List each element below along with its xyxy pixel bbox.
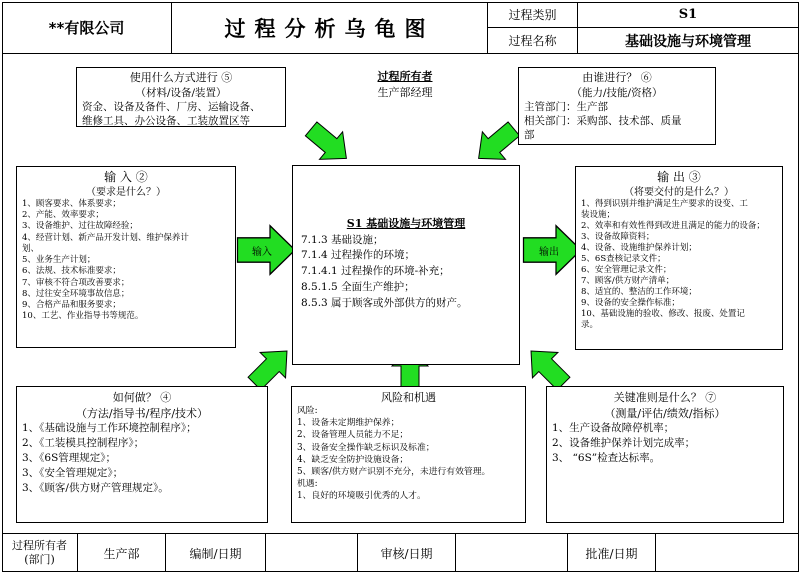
output-title: 输 出 ③ (657, 170, 701, 184)
output-item: 4、设备、设施维护保养计划； (581, 242, 697, 253)
input-item: 10、工艺、作业指导书等规范。 (22, 311, 144, 322)
input-item: 8、过往安全环境事故信息； (22, 288, 130, 299)
who-line: 主管部门：生产部 (524, 101, 608, 114)
input-item: 9、合格产品和服务要求； (22, 299, 121, 310)
arrow-output-label: 输出 (539, 247, 559, 258)
method-line: 维修工具、办公设备、工装放置区等 (82, 115, 250, 128)
risk-item: 2、设备管理人员能力不足； (297, 430, 409, 441)
owner-title: 过程所有者 (377, 70, 433, 83)
owner-value: 生产部经理 (377, 86, 433, 99)
who-title: 由谁进行？ ⑥ (582, 71, 652, 84)
footer-owner-value: 生产部 (78, 534, 166, 572)
company-name: **有限公司 (2, 2, 172, 54)
method-box (76, 67, 286, 127)
center-item: 8.5.1.5 全面生产维护； (301, 280, 415, 293)
output-item: 录。 (581, 320, 599, 331)
footer-owner-label-sub: (部门) (24, 553, 55, 566)
center-title: S1 基础设施与环境管理 (346, 217, 466, 230)
output-item: 2、效率和有效性得到改进且满足的能力的设备； (581, 220, 765, 231)
output-item: 7、顾客/供方财产清单； (581, 275, 675, 286)
input-item: 4、经营计划、新产品开发计划、维护保养计 (22, 232, 189, 243)
risk-box (291, 386, 526, 523)
output-item: 装设施； (581, 209, 616, 220)
center-item: 7.1.3 基础设施； (301, 233, 384, 246)
output-item: 8、适宜的、整洁的工作环境； (581, 286, 697, 297)
input-item: 1、顾客要求、体系要求； (22, 199, 121, 210)
who-line: 部 (524, 129, 535, 142)
center-item: 7.1.4 过程操作的环境； (301, 249, 416, 262)
input-title: 输 入 ② (104, 170, 148, 184)
how-item: 2、《工装模具控制程序》； (22, 437, 145, 450)
output-item: 1、得到识别并维护满足生产要求的设变、工 (581, 198, 748, 209)
output-item: 5、6S查核记录文件； (581, 253, 666, 264)
process-name-value: 基础设施与环境管理 (578, 28, 799, 54)
page-title: 过程分析乌龟图 (172, 2, 488, 54)
owner-box (355, 68, 455, 100)
how-item: 3、《顾客/供方财产管理规定》。 (22, 481, 169, 494)
center-item: 7.1.4.1 过程操作的环境-补充； (301, 265, 450, 277)
how-subtitle: （方法/指导书/程序/技术） (75, 406, 209, 420)
output-item: 6、安全管理记录文件； (581, 264, 672, 275)
input-item: 划、 (22, 243, 40, 254)
footer-approved-value[interactable] (656, 534, 799, 572)
opportunity-label: 机遇: (297, 478, 318, 489)
input-subtitle: （要求是什么？） (86, 186, 166, 198)
criteria-box (546, 386, 784, 523)
input-item: 7、审核不符合项改善要求； (22, 277, 130, 288)
who-line: 相关部门：采购部、技术部、质量 (524, 115, 682, 128)
category-value: S1 (578, 2, 799, 28)
how-title: 如何做？ ④ (112, 391, 172, 404)
how-item: 3、《安全管理规定》； (22, 466, 124, 479)
how-item: 3、《6S管理规定》； (22, 452, 117, 465)
input-item: 6、法规、技术标准要求； (22, 266, 121, 277)
criteria-item: 3、 “6S”检查达标率。 (552, 452, 661, 465)
footer-owner-label (2, 534, 78, 572)
footer-prepared-value[interactable] (266, 534, 358, 572)
risk-item: 5、顾客/供方财产识别不充分，未进行有效管理。 (297, 466, 491, 477)
input-item: 3、设备维护、过往故障经验； (22, 221, 138, 232)
output-item: 3、设备故障资料； (581, 231, 655, 242)
category-label: 过程类别 (488, 2, 578, 28)
criteria-title: 关键准则是什么？ ⑦ (613, 391, 717, 404)
arrow-method-icon (300, 115, 358, 172)
who-subtitle: （能力/技能/资格） (571, 86, 663, 99)
arrow-input-label: 输入 (252, 247, 272, 258)
how-item: 1、《基础设施与工作环境控制程序》； (22, 422, 197, 435)
risk-item: 4、缺乏安全防护设施设备； (297, 454, 409, 465)
center-item: 8.5.3 属于顾客或外部供方的财产。 (301, 296, 468, 309)
method-line: 资金、设备及备件、厂房、运输设备、 (82, 101, 261, 114)
criteria-subtitle: （测量/评估/绩效/指标） (604, 406, 726, 420)
criteria-item: 2、设备维护保养计划完成率； (552, 437, 696, 450)
footer-approved-label: 批准/日期 (568, 534, 656, 572)
footer-owner-label-text: 过程所有者 (12, 539, 67, 553)
input-item: 5、业务生产计划； (22, 255, 96, 266)
method-subtitle: （材料/设备/装置） (135, 86, 227, 99)
risk-label: 风险: (297, 406, 318, 417)
method-title: 使用什么方式进行 ⑤ (129, 71, 233, 84)
opportunity-item: 1、良好的环境吸引优秀的人才。 (297, 491, 426, 502)
criteria-item: 1、生产设备故障停机率； (552, 422, 675, 435)
process-name-label: 过程名称 (488, 28, 578, 54)
footer-reviewed-label: 审核/日期 (358, 534, 456, 572)
input-box (16, 166, 236, 348)
footer-prepared-label: 编制/日期 (166, 534, 266, 572)
input-item: 2、产能、效率要求； (22, 210, 104, 221)
risk-item: 1、设备未定期维护保养； (297, 418, 400, 429)
risk-item: 3、设备安全操作缺乏标识及标准； (297, 442, 435, 453)
risk-title: 风险和机遇 (381, 391, 436, 404)
output-item: 9、设备的安全操作标准； (581, 298, 680, 309)
output-subtitle: （将要交付的是什么？） (624, 186, 734, 198)
output-box (575, 166, 783, 350)
arrow-who-icon (467, 115, 525, 172)
output-item: 10、基础设施的验收、修改、报废、处置记 (581, 309, 745, 320)
who-box (518, 67, 716, 145)
footer-reviewed-value[interactable] (456, 534, 568, 572)
how-box (16, 386, 268, 523)
center-process-box (292, 165, 520, 365)
